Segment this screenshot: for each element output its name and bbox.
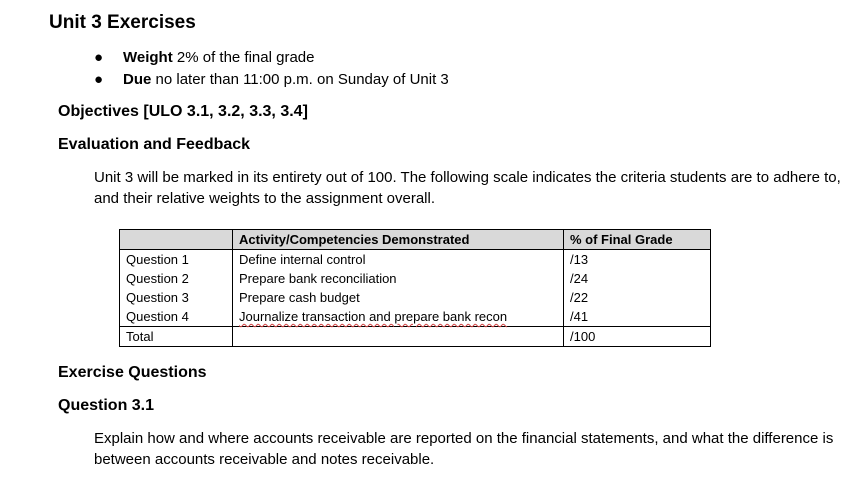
- table-header-row: [120, 230, 711, 250]
- unit-title: Unit 3 Exercises: [49, 12, 196, 33]
- grade-cell: /41: [564, 307, 711, 327]
- question-paragraph: Explain how and where accounts receivable are reported on the financial statements, and what the difference is between accounts receivable and notes receivable.: [94, 430, 834, 468]
- question-cell: Question 2: [120, 269, 233, 288]
- table-header-cell: % of Final Grade: [564, 230, 711, 250]
- table-header-cell: Activity/Competencies Demonstrated: [233, 230, 564, 250]
- activity-cell: Define internal control: [233, 250, 564, 270]
- table-row: [120, 250, 711, 270]
- due-label: Due: [123, 71, 152, 88]
- activity-cell: Prepare cash budget: [233, 288, 564, 307]
- weight-item: [92, 47, 449, 69]
- bullet-icon: ●: [94, 71, 104, 88]
- bullet-icon: ●: [94, 49, 104, 66]
- meta-list: [92, 47, 449, 91]
- grade-cell: /24: [564, 269, 711, 288]
- question-heading: Question 3.1: [58, 397, 155, 414]
- weight-text: 2% of the final grade: [172, 49, 315, 66]
- total-grade-cell: /100: [564, 327, 711, 347]
- question-cell: Question 4: [120, 307, 233, 327]
- grade-table: [119, 229, 711, 347]
- table-header-cell: [120, 230, 233, 250]
- table-row: [120, 269, 711, 288]
- exercise-heading: Exercise Questions: [58, 364, 207, 381]
- question-cell: Question 1: [120, 250, 233, 270]
- activity-cell: Prepare bank reconciliation: [233, 269, 564, 288]
- weight-label: Weight: [123, 49, 173, 66]
- objectives-heading: Objectives [ULO 3.1, 3.2, 3.3, 3.4]: [58, 103, 308, 120]
- activity-cell: [233, 307, 564, 327]
- due-text: no later than 11:00 p.m. on Sunday of Unit 3: [151, 71, 449, 88]
- due-item: [92, 69, 449, 91]
- question-cell: Question 3: [120, 288, 233, 307]
- total-empty-cell: [233, 327, 564, 347]
- activity-text: Journalize transaction and prepare bank recon: [239, 309, 508, 324]
- table-total-row: [120, 327, 711, 347]
- evaluation-heading: Evaluation and Feedback: [58, 136, 251, 153]
- table-row: [120, 307, 711, 327]
- grade-cell: /22: [564, 288, 711, 307]
- evaluation-paragraph: Unit 3 will be marked in its entirety out of 100. The following scale indicates the criteria students are to adhere to, and their relative weights to the assignment overall.: [94, 169, 841, 207]
- total-label-cell: Total: [120, 327, 233, 347]
- table-row: [120, 288, 711, 307]
- grade-cell: /13: [564, 250, 711, 270]
